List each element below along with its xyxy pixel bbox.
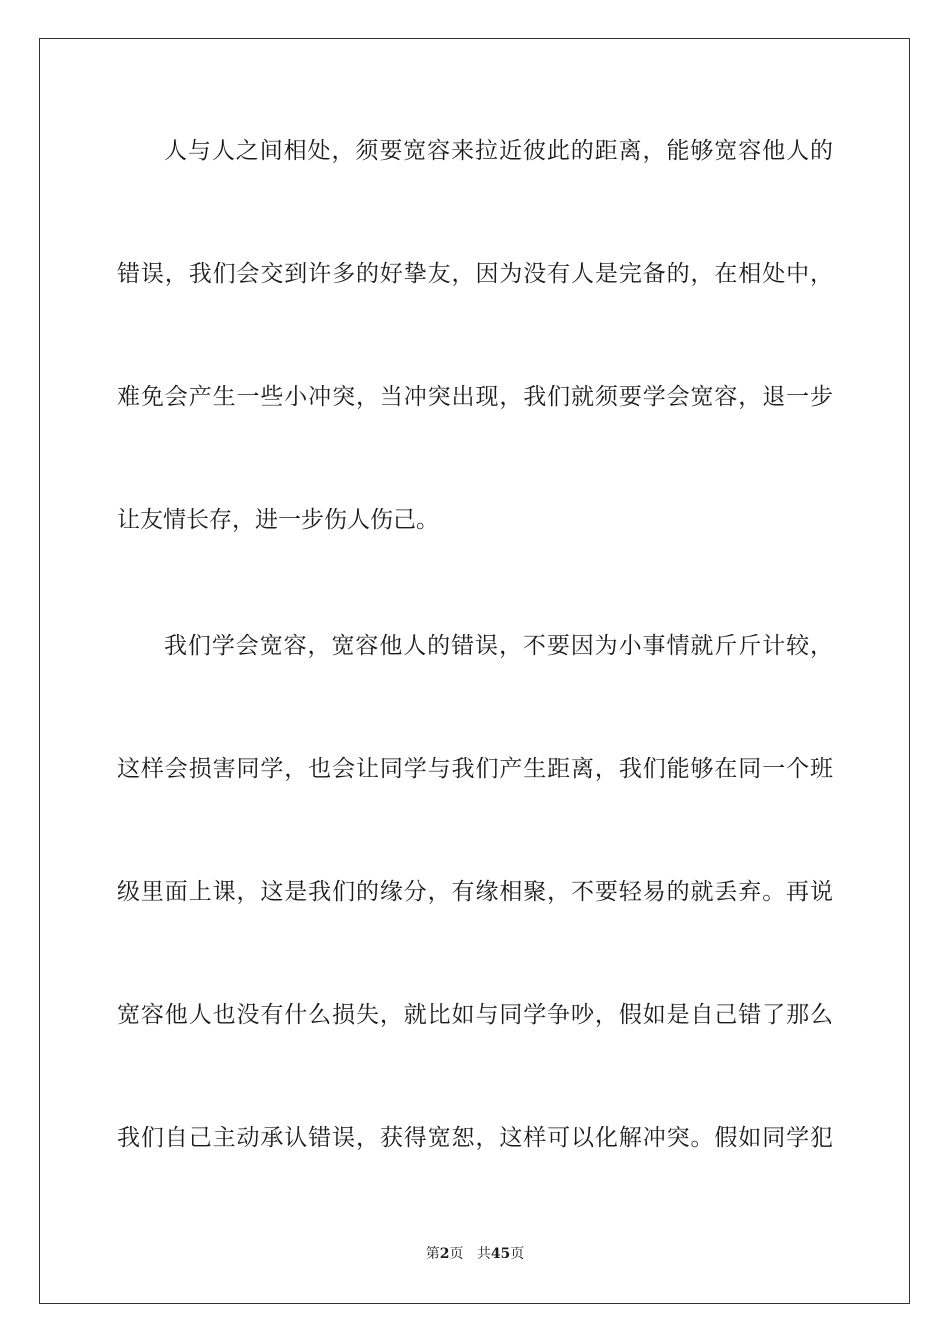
paragraph-line: 我们自己主动承认错误，获得宽恕，这样可以化解冲突。假如同学犯	[117, 1125, 833, 1151]
page-footer	[0, 1245, 950, 1263]
total-pages: 45	[490, 1246, 511, 1262]
total-suffix: 页	[510, 1246, 525, 1262]
page-prefix: 第	[425, 1246, 440, 1262]
paragraph-line: 级里面上课，这是我们的缘分，有缘相聚，不要轻易的就丢弃。再说	[117, 879, 833, 905]
total-prefix: 共	[476, 1246, 491, 1262]
paragraph-line: 这样会损害同学，也会让同学与我们产生距离，我们能够在同一个班	[117, 756, 833, 782]
page-number: 2	[439, 1246, 450, 1262]
page-border	[39, 38, 910, 1304]
paragraph-line: 我们学会宽容，宽容他人的错误，不要因为小事情就斤斤计较，	[164, 633, 833, 659]
paragraph-line: 宽容他人也没有什么损失，就比如与同学争吵，假如是自己错了那么	[117, 1002, 833, 1028]
page-suffix: 页	[449, 1246, 464, 1262]
paragraph-line: 人与人之间相处，须要宽容来拉近彼此的距离，能够宽容他人的	[164, 138, 833, 164]
paragraph-line: 让友情长存，进一步伤人伤己。	[117, 507, 439, 533]
paragraph-line: 难免会产生一些小冲突，当冲突出现，我们就须要学会宽容，退一步	[117, 384, 833, 410]
paragraph-line: 错误，我们会交到许多的好挚友，因为没有人是完备的，在相处中，	[117, 261, 833, 287]
